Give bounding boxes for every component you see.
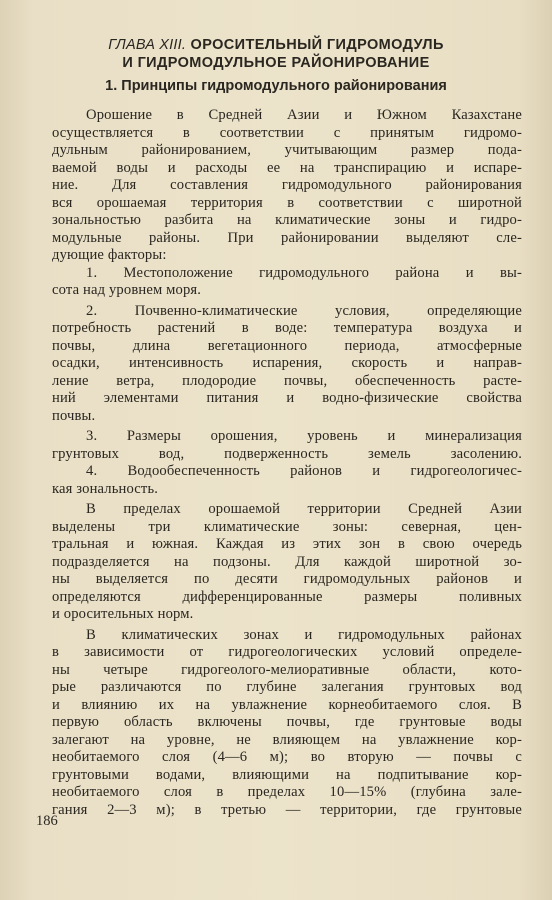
text-line: Орошение в Средней Азии и Южном Казахстане	[86, 107, 522, 123]
text-line: дульным районированием, учитывающим размер пода-	[52, 142, 522, 158]
text-line: вся орошаемая территория в соответствии с широтной	[52, 194, 522, 211]
text-line: почвы.	[52, 407, 96, 424]
text-line: ны четыре гидрогеолого-мелиоративные области, кото-	[52, 661, 522, 678]
text-line: потребность растений в воде: температура воздуха и	[52, 320, 522, 336]
text-line: грунтовыми водами, влияющими на подпитывание кор-	[52, 766, 522, 783]
text-line: ний элементами питания и водно-физические свойства	[52, 390, 522, 406]
text-line: необитаемого слоя (4—6 м); во вторую — почвы с	[52, 749, 522, 765]
text-line: ние. Для составления гидромодульного районирования	[52, 177, 522, 193]
text-line: ны выделяется по десяти гидромодульных районов и	[52, 571, 522, 587]
text-line: тральная и южная. Каждая из этих зон в свою очередь	[52, 536, 522, 552]
text-line: 3. Размеры орошения, уровень и минерализация	[86, 428, 522, 444]
text-line: грунтовых вод, подверженность земель засолению.	[52, 445, 522, 462]
chapter-title-line-1: ОРОСИТЕЛЬНЫЙ ГИДРОМОДУЛЬ	[190, 37, 444, 53]
text-line: выделены три климатические зоны: северная, цен-	[52, 518, 522, 535]
text-line: сота над уровнем моря.	[52, 282, 202, 298]
chapter-heading	[0, 36, 552, 72]
text-line: осадки, интенсивность испарения, скорость и направ-	[52, 355, 522, 371]
text-line: определяются дифференцированные размеры поливных	[52, 588, 522, 605]
text-line: кая зональность.	[52, 480, 159, 497]
text-line: ление ветра, плодородие почвы, обеспеченность расте-	[52, 372, 522, 389]
chapter-label: ГЛАВА XIII.	[108, 37, 187, 53]
text-line: В пределах орошаемой территории Средней Азии	[86, 501, 522, 517]
text-line: дующие факторы:	[52, 247, 167, 263]
chapter-title-line-2: И ГИДРОМОДУЛЬНОЕ РАЙОНИРОВАНИЕ	[122, 55, 430, 71]
text-line: рые различаются по глубине залегания грунтовых вод	[52, 679, 522, 695]
text-line: первую область включены почвы, где грунтовые воды	[52, 714, 522, 730]
text-line: и влиянию их на увлажнение корнеобитаемого слоя. В	[52, 696, 522, 713]
text-line: В климатических зонах и гидромодульных районах	[86, 626, 522, 643]
text-line: и оросительных норм.	[52, 606, 194, 622]
text-line: необитаемого слоя в пределах 10—15% (глубина зале-	[52, 784, 522, 800]
page-number: 186	[36, 813, 58, 829]
text-line: 1. Местоположение гидромодульного района и вы-	[86, 264, 522, 281]
text-line: почвы, длина вегетационного периода, атмосферные	[52, 337, 522, 354]
text-line: 4. Водообеспеченность районов и гидрогеологичес-	[86, 463, 522, 479]
text-line: 2. Почвенно-климатические условия, определяющие	[86, 302, 522, 319]
text-line: залегают на уровне, не влияющем на увлажнение кор-	[52, 731, 522, 748]
text-line: в зависимости от гидрогеологических условий определе-	[52, 644, 522, 660]
text-line: подразделяется на подзоны. Для каждой широтной зо-	[52, 553, 522, 570]
text-line: модульные районы. При районировании выделяют сле-	[52, 229, 522, 246]
chapter-heading-line-1	[0, 36, 552, 54]
text-line: ваемой воды и расходы ее на транспирацию и испаре-	[52, 159, 522, 176]
text-line: гания 2—3 м); в третью — территории, где грунтовые	[52, 801, 522, 818]
text-line: зональностью разбита на климатические зоны и гидро-	[52, 212, 522, 228]
body-text	[52, 107, 522, 819]
section-title: 1. Принципы гидромодульного районирования	[105, 78, 447, 94]
text-line: осуществляется в соответствии с принятым гидромо-	[52, 124, 522, 141]
